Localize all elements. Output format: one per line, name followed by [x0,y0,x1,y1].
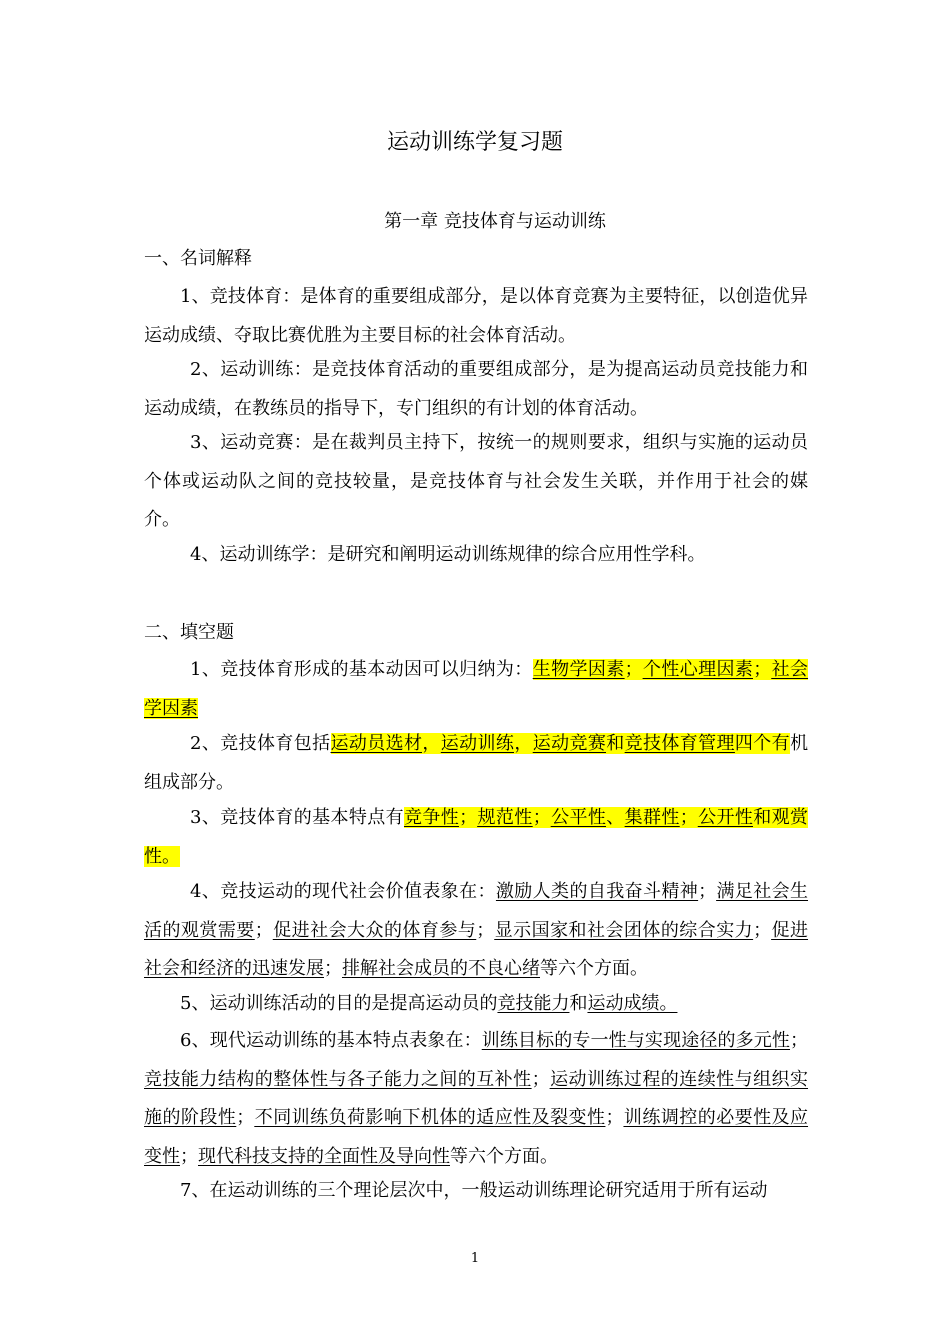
answer-tail: 四个有 [734,733,791,754]
term-item: 1、竞技体育：是体育的重要组成部分，是以体育竞赛为主要特征，以创造优异运动成绩、夺取比赛优胜为主要目标的社会体育活动。 [144,286,808,346]
answer-blank: 竞技体育管理 [624,733,735,754]
answer-blank: 显示国家和社会团体的综合实力 [494,919,754,941]
answer-blank: 不同训练负荷影响下机体的适应性及裂变性 [254,1107,606,1128]
answer-blank: 运动成绩。 [587,993,678,1014]
answer-separator: ； [698,881,717,902]
answer-tail: 和观赏性。 [144,807,809,867]
document-title: 运动训练学复习题 [386,130,563,155]
question-text: 5、运动训练活动的目的是提高运动员的 [180,993,498,1014]
answer-blank: 促进社会大众的体育参与 [272,919,477,941]
answer-blank: 公平性 [550,807,607,828]
answer-blank: 社会学因素 [144,659,809,719]
answer-separator: ； [476,919,495,941]
question-text: 6、现代运动训练的基本特点表象在： [180,1030,482,1051]
section-heading-terms: 一、名词解释 [144,248,252,269]
page-number: 1 [470,1251,480,1266]
question-text: 7、在运动训练的三个理论层次中，一般运动训练理论研究适用于所有运动 [180,1180,768,1201]
answer-blank: 运动训练过程的连续性与组织实施的阶段性 [144,1068,809,1128]
answer-blank: 激励人类的自我奋斗精神 [495,881,699,902]
answer-separator: ； [532,807,551,828]
answer-separator: ； [624,659,643,680]
answer-separator: ； [790,1030,809,1051]
answer-blank: 集群性 [624,807,680,828]
chapter-heading: 第一章 竞技体育与运动训练 [384,211,606,232]
answer-separator: 和 [606,733,625,754]
answer-separator: ； [324,958,342,979]
answer-separator: ， [514,733,533,754]
answer-separator: ； [753,919,772,941]
answer-blank: 运动竞赛 [532,733,607,754]
fill-item [144,799,808,876]
answer-separator: ； [679,807,698,828]
question-tail: 机组成部分。 [144,733,809,793]
term-item: 4、运动训练学：是研究和阐明运动训练规律的综合应用性学科。 [190,544,706,565]
section-heading-fill: 二、填空题 [144,622,234,643]
answer-separator: ； [531,1068,550,1090]
answer-blank: 运动员选材 [330,733,423,754]
question-text: 4、竞技运动的现代社会价值表象在： [190,881,496,902]
answer-blank: 排解社会成员的不良心绪 [342,958,540,979]
answer-separator: ； [180,1145,198,1167]
fill-item [144,651,808,728]
answer-blank: 训练目标的专一性与实现途径的多元性 [481,1030,791,1051]
answer-blank: 运动训练 [440,733,515,754]
answer-separator: ， [422,733,441,754]
answer-separator: 、 [606,807,625,828]
answer-separator: 和 [569,993,588,1014]
question-text: 1、竞技体育形成的基本动因可以归纳为： [190,659,533,680]
answer-blank: 竞争性 [404,807,460,828]
question-tail: 等六个方面。 [450,1145,558,1167]
fill-item [144,1172,808,1211]
answer-separator: ； [459,807,478,828]
answer-blank: 竞技能力 [497,993,570,1014]
term-item: 3、运动竞赛：是在裁判员主持下，按统一的规则要求，组织与实施的运动员个体或运动队之间的竞技较量，是竞技体育与社会发生关联，并作用于社会的媒介。 [144,432,808,530]
answer-separator: ； [753,659,772,680]
fill-item [144,873,808,989]
term-item: 2、运动训练：是竞技体育活动的重要组成部分，是为提高运动员竞技能力和运动成绩，在教练员的指导下，专门组织的有计划的体育活动。 [144,359,808,419]
answer-separator: ； [254,919,273,941]
question-text: 2、竞技体育包括 [190,733,331,754]
answer-blank: 满足社会生活的观赏需要 [144,881,809,941]
answer-blank: 生物学因素 [532,659,625,680]
answer-blank: 现代科技支持的全面性及导向性 [198,1145,450,1167]
fill-item [144,985,808,1024]
question-tail: 等六个方面。 [540,958,648,979]
answer-blank: 规范性 [477,807,533,828]
answer-separator: ； [236,1107,255,1128]
fill-item [144,1022,808,1176]
answer-blank: 公开性 [697,807,754,828]
answer-blank: 训练调控的必要性及应变性 [144,1107,809,1167]
answer-blank: 个性心理因素 [642,659,754,680]
fill-item [144,725,808,802]
answer-blank: 促进社会和经济的迅速发展 [144,919,809,979]
answer-separator: ； [605,1107,624,1128]
question-text: 3、竞技体育的基本特点有 [190,807,405,828]
answer-blank: 竞技能力结构的整体性与各子能力之间的互补性 [144,1068,532,1090]
